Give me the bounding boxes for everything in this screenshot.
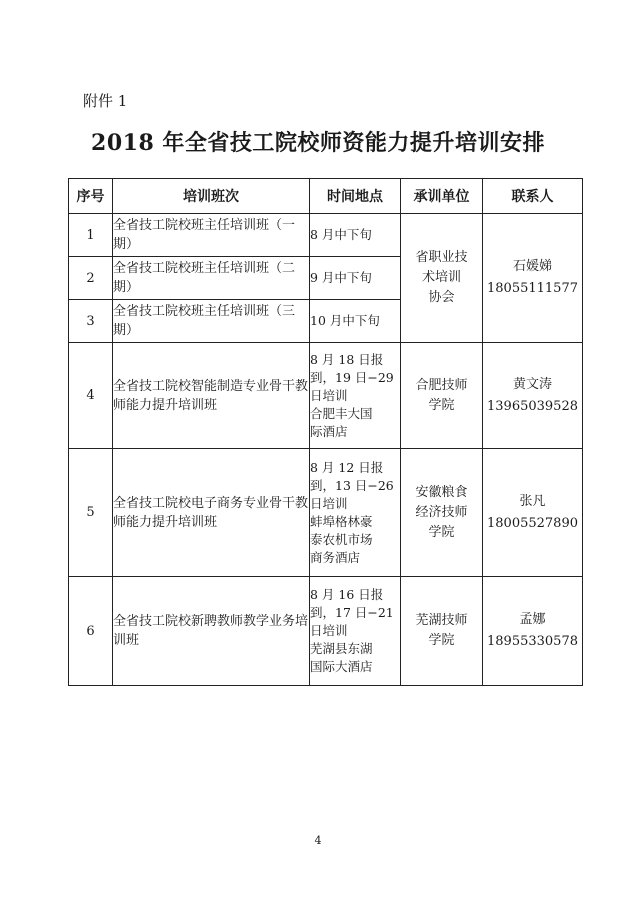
time-place-line: 8 月中下旬 <box>310 227 372 242</box>
organizer-line: 协会 <box>428 290 455 305</box>
time-place-line: 泰农机市场 <box>310 531 373 547</box>
time-place-line: 合肥丰大国 <box>310 405 373 421</box>
row-index: 5 <box>69 449 113 577</box>
header-index: 序号 <box>69 179 113 214</box>
row-contact <box>483 343 583 449</box>
row-class-name: 全省技工院校班主任培训班（一期） <box>113 214 310 257</box>
table-row <box>69 343 583 449</box>
row-class-name: 全省技工院校班主任培训班（三期） <box>113 300 310 343</box>
row-contact-merged <box>483 214 583 343</box>
organizer-line: 合肥技师 <box>415 377 468 393</box>
row-class-name: 全省技工院校新聘教师教学业务培训班 <box>113 577 310 686</box>
table-header-row <box>69 179 583 214</box>
time-place-line: 日培训 <box>310 387 348 403</box>
contact-phone: 13965039528 <box>487 398 578 414</box>
contact-name: 黄文涛 <box>512 376 552 392</box>
row-class-name: 全省技工院校班主任培训班（二期） <box>113 257 310 300</box>
contact-name: 石媛娣 <box>512 259 552 274</box>
row-organizer <box>401 449 483 577</box>
header-time-place: 时间地点 <box>310 179 401 214</box>
row-organizer <box>401 577 483 686</box>
contact-name: 孟娜 <box>519 612 546 627</box>
attachment-label: 附件 1 <box>83 92 128 110</box>
row-organizer <box>401 343 483 449</box>
organizer-line: 学院 <box>428 633 455 648</box>
row-time-place <box>310 449 401 577</box>
organizer-line: 学院 <box>428 397 455 413</box>
row-class-name: 全省技工院校电子商务专业骨干教师能力提升培训班 <box>113 449 310 577</box>
contact-phone: 18005527890 <box>487 515 578 531</box>
row-contact <box>483 449 583 577</box>
time-place-line: 到，17 日−21 <box>310 605 394 620</box>
row-class-name: 全省技工院校智能制造专业骨干教师能力提升培训班 <box>113 343 310 449</box>
time-place-line: 日培训 <box>310 623 348 638</box>
contact-phone: 18055111577 <box>487 281 578 296</box>
row-contact <box>483 577 583 686</box>
time-place-line: 芜湖县东湖 <box>310 641 373 656</box>
time-place-line: 际酒店 <box>310 423 348 439</box>
row-index: 1 <box>69 214 113 257</box>
page-title: 2018 年全省技工院校师资能力提升培训安排 <box>91 130 545 156</box>
header-contact: 联系人 <box>483 179 583 214</box>
time-place-line: 9 月中下旬 <box>310 270 372 285</box>
row-time-place <box>310 300 401 343</box>
organizer-line: 学院 <box>428 524 455 540</box>
organizer-line: 术培训 <box>421 270 461 285</box>
row-organizer-merged <box>401 214 483 343</box>
organizer-line: 省职业技 <box>415 250 468 265</box>
time-place-line: 8 月 18 日报 <box>310 351 384 367</box>
header-class-name: 培训班次 <box>113 179 310 214</box>
time-place-line: 8 月 12 日报 <box>310 459 384 475</box>
row-time-place <box>310 257 401 300</box>
row-time-place <box>310 214 401 257</box>
time-place-line: 到，19 日−29 <box>310 369 394 385</box>
row-index: 3 <box>69 300 113 343</box>
row-index: 6 <box>69 577 113 686</box>
time-place-line: 商务酒店 <box>310 549 361 565</box>
time-place-line: 8 月 16 日报 <box>310 587 384 602</box>
time-place-line: 到，13 日−26 <box>310 477 394 493</box>
time-place-line: 日培训 <box>310 495 348 511</box>
organizer-line: 芜湖技师 <box>415 613 468 628</box>
contact-name: 张凡 <box>519 493 546 509</box>
table-row <box>69 214 583 257</box>
organizer-line: 安徽粮食 <box>415 484 468 500</box>
time-place-line: 10 月中下旬 <box>310 313 380 328</box>
row-index: 2 <box>69 257 113 300</box>
row-time-place <box>310 577 401 686</box>
training-schedule-table <box>68 178 583 686</box>
page-number: 4 <box>314 834 322 847</box>
time-place-line: 蚌埠格林豪 <box>310 513 373 529</box>
header-organizer: 承训单位 <box>401 179 483 214</box>
contact-phone: 18955330578 <box>487 634 578 649</box>
row-index: 4 <box>69 343 113 449</box>
table-row <box>69 577 583 686</box>
row-time-place <box>310 343 401 449</box>
table-row <box>69 449 583 577</box>
time-place-line: 国际大酒店 <box>310 659 373 674</box>
organizer-line: 经济技师 <box>415 504 468 520</box>
